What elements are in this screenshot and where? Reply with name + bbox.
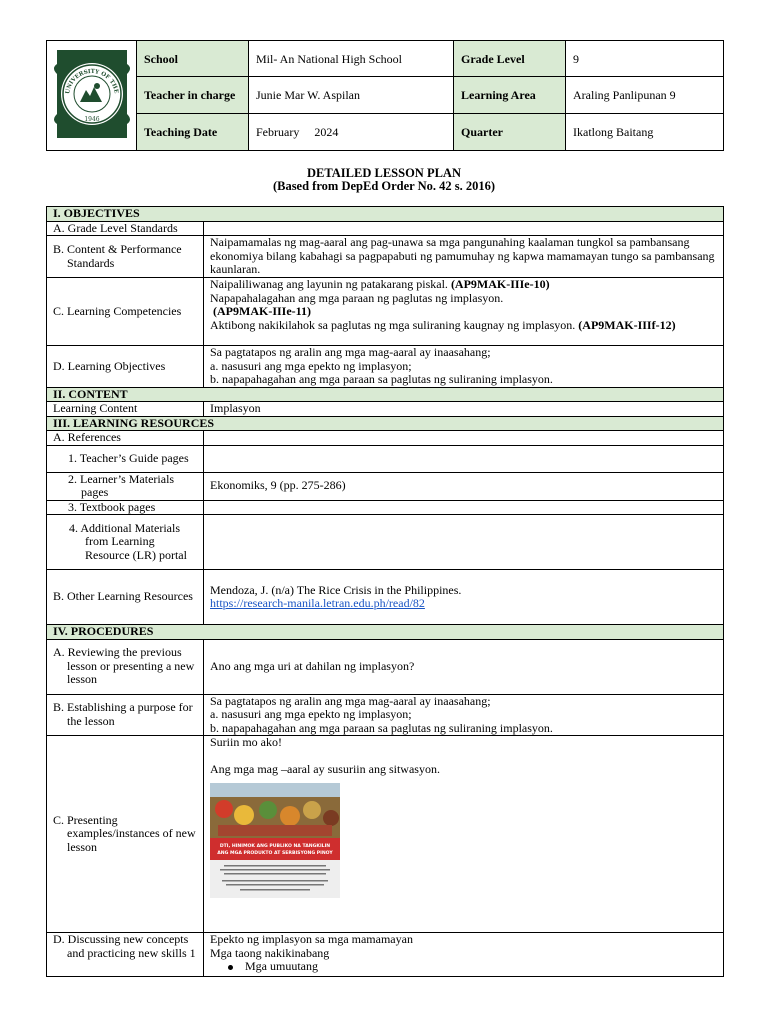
teaching-date-value: February 2024 — [249, 114, 454, 151]
section-resources — [47, 416, 724, 431]
discuss-bullet-1: Mga umuutang — [245, 959, 318, 973]
school-value: Mil- An National High School — [249, 41, 454, 77]
reviewing-lesson-label: A. Reviewing the previous lesson or presenting a new lesson — [47, 639, 204, 694]
grade-level-value: 9 — [566, 41, 724, 77]
present-line-2: Ang mga mag –aaral ay susuriin ang sitwasyon. — [210, 762, 440, 776]
university-seal-logo — [49, 44, 135, 144]
teaching-date-label: Teaching Date — [137, 114, 249, 151]
discussing-concepts-label: D. Discussing new concepts and practicing new skills 1 — [47, 933, 204, 977]
teachers-guide-label: 1. Teacher’s Guide pages — [47, 445, 204, 472]
textbook-pages-value — [204, 500, 724, 515]
section-heading: IV. PROCEDURES — [47, 625, 724, 640]
objective-b: b. napapahagahan ang mga paraan sa paglutas ng suliraning implasyon. — [210, 372, 553, 386]
competency-2-code: (AP9MAK-IIIe-11) — [210, 304, 311, 318]
establishing-purpose-value — [204, 694, 724, 736]
learning-objectives-value — [204, 346, 724, 388]
competency-3: Aktibong nakikilahok sa paglutas ng mga suliraning kaugnay ng implasyon. — [210, 317, 579, 332]
textbook-pages-label: 3. Textbook pages — [47, 500, 204, 515]
other-resources-citation: Mendoza, J. (n/a) The Rice Crisis in the Philippines. — [210, 582, 462, 597]
school-logo-cell — [47, 41, 137, 151]
other-resources-label: B. Other Learning Resources — [47, 570, 204, 625]
competencies-label: C. Learning Competencies — [47, 278, 204, 346]
quarter-label: Quarter — [454, 114, 566, 151]
present-line-1: Suriin mo ako! — [210, 735, 282, 749]
learning-area-value: Araling Panlipunan 9 — [566, 77, 724, 114]
header-table — [46, 40, 724, 151]
section-heading: III. LEARNING RESOURCES — [47, 416, 724, 431]
objectives-intro: Sa pagtatapos ng aralin ang mga mag-aaral ay inaasahang; — [210, 345, 491, 359]
section-heading: II. CONTENT — [47, 387, 724, 402]
competency-1: Naipaliliwanag ang layunin ng patakarang piskal. — [210, 277, 451, 291]
seal-year: 1946 — [83, 116, 100, 123]
content-standards-value: Naipamamalas ng mag-aaral ang pag-unawa sa mga pangunahing kaalaman tungkol sa pambansang ekonomiya bilang kabahagi sa pagpapabuti ng pamumuhay ng kapwa mamamayan tungo sa pambansang kaunlaran. — [204, 236, 724, 278]
teacher-value: Junie Mar W. Aspilan — [249, 77, 454, 114]
poster-headline-1: DTI, HINIMOK ANG PUBLIKO NA TANGKILIN — [219, 843, 331, 849]
learning-content-label: Learning Content — [47, 402, 204, 417]
competency-3-code: (AP9MAK-IIIf-12) — [578, 317, 676, 332]
additional-materials-label: 4. Additional Materials from Learning Resource (LR) portal — [47, 515, 204, 570]
additional-materials-value — [204, 515, 724, 570]
other-resources-value — [204, 570, 724, 625]
competency-1-code: (AP9MAK-IIIe-10) — [450, 277, 550, 291]
objective-a: a. nasusuri ang mga epekto ng implasyon; — [210, 358, 412, 373]
presenting-examples-label: C. Presenting examples/instances of new lesson — [47, 736, 204, 933]
purpose-b: b. napapahagahan ang mga paraan sa paglutas ng suliraning implasyon. — [210, 720, 553, 735]
establishing-purpose-label: B. Establishing a purpose for the lesson — [47, 694, 204, 736]
section-procedures — [47, 625, 724, 640]
teacher-label: Teacher in charge — [137, 77, 249, 114]
discuss-line-2: Mga taong nakikinabang — [210, 945, 330, 960]
quarter-value: Ikatlong Baitang — [566, 114, 724, 151]
learning-area-label: Learning Area — [454, 77, 566, 114]
learning-objectives-label: D. Learning Objectives — [47, 346, 204, 388]
school-label: School — [137, 41, 249, 77]
seal-text: UNIVERSITY OF THE — [64, 68, 119, 95]
teachers-guide-value — [204, 445, 724, 472]
discuss-line-1: Epekto ng implasyon sa mga mamamayan — [210, 932, 413, 946]
references-label: A. References — [47, 431, 204, 446]
competencies-value — [204, 278, 724, 346]
poster-headline-2: ANG MGA PRODUKTO AT SERBISYONG PINOY — [217, 850, 333, 856]
section-heading: I. OBJECTIVES — [47, 207, 724, 222]
dti-poster-image — [210, 783, 340, 898]
other-resources-link[interactable]: https://research-manila.letran.edu.ph/read/82 — [210, 596, 425, 610]
lesson-plan-table — [46, 206, 724, 977]
purpose-a: a. nasusuri ang mga epekto ng implasyon; — [210, 707, 412, 721]
section-content — [47, 387, 724, 402]
document-subtitle: (Based from DepEd Order No. 42 s. 2016) — [272, 179, 496, 193]
content-standards-label: B. Content & Performance Standards — [47, 236, 204, 278]
learning-content-value: Implasyon — [204, 402, 724, 417]
learners-materials-value: Ekonomiks, 9 (pp. 275-286) — [204, 472, 724, 500]
grade-level-label: Grade Level — [454, 41, 566, 77]
references-value — [204, 431, 724, 446]
purpose-intro: Sa pagtatapos ng aralin ang mga mag-aaral ay inaasahang; — [210, 693, 491, 708]
section-objectives — [47, 207, 724, 222]
learners-materials-label: 2. Learner’s Materials pages — [47, 472, 204, 500]
reviewing-lesson-value: Ano ang mga uri at dahilan ng implasyon? — [204, 639, 724, 694]
presenting-examples-value — [204, 736, 724, 933]
bullet-icon — [228, 965, 233, 970]
discussing-concepts-value — [204, 933, 724, 977]
grade-standards-label: A. Grade Level Standards — [47, 221, 204, 236]
competency-2: Napapahalagahan ang mga paraan ng paglutas ng implasyon. — [210, 290, 504, 305]
grade-standards-value — [204, 221, 724, 236]
document-title: DETAILED LESSON PLAN — [307, 166, 461, 180]
